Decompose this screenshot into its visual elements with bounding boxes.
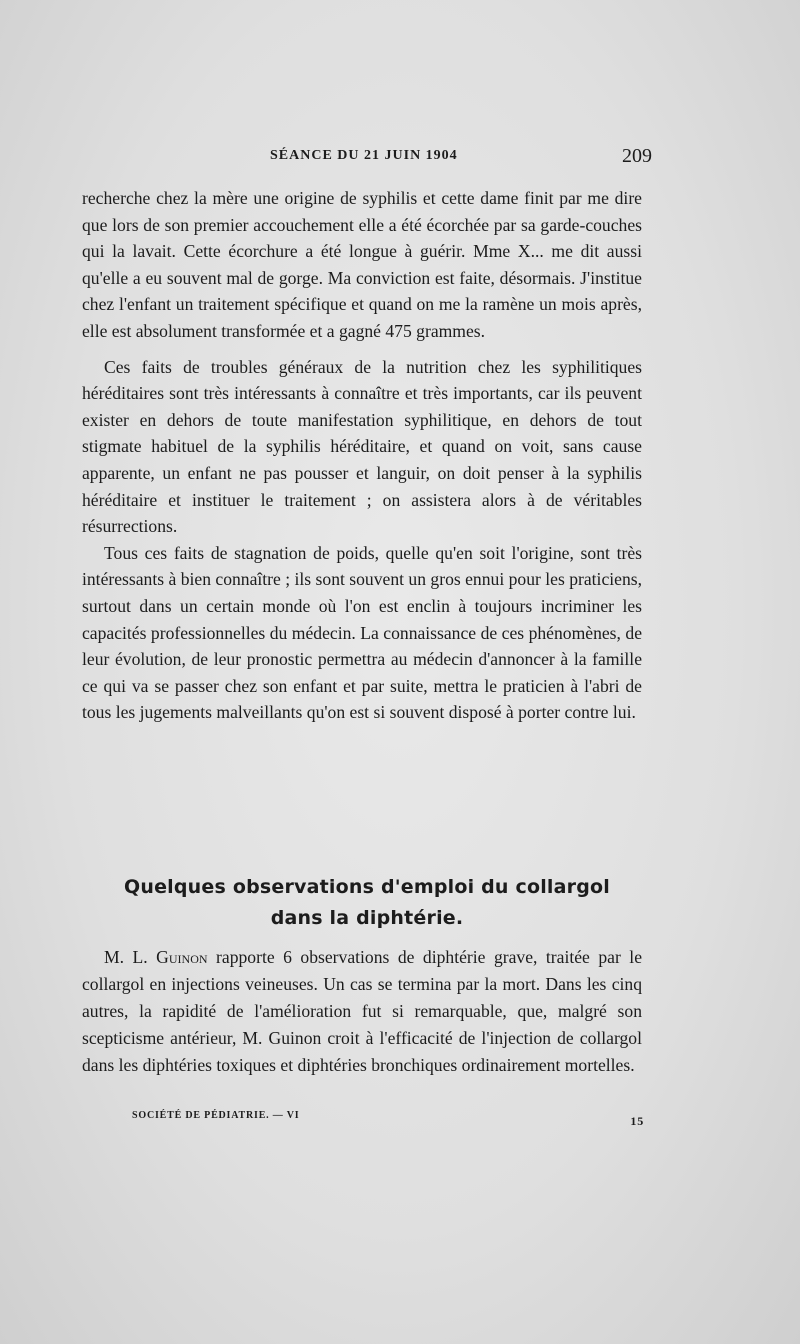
page-header — [82, 145, 652, 172]
paragraph-syphilis-nutrition: Ces faits de troubles généraux de la nutrition chez les syphilitiques héréditaires sont très intéressants à connaître et très importants, car ils peuvent exister en dehors de toute manifestation syphilitique, en dehors de tout stigmate habituel de la syphilis héréditaire, et quand on voit, sans cause apparente, un enfant ne pas pousser et languir, on doit penser à la syphilis héréditaire et instituer le traitement ; on assistera alors à de véritables résurrections. — [82, 356, 642, 537]
paragraph-collargol-text: rapporte 6 observations de diphtérie grave, traitée par le collargol en injections veineuses. Un cas se termina par la mort. Dans les cinq autres, la rapidité de l'amélioration fut si remarquable, que, malgré son scepticisme antérieur, M. Guinon croit à l'efficacité de l'injection de collargol dans les diphtéries toxiques et diphtéries bronchiques ordinairement mortelles. — [82, 947, 642, 1075]
paragraph-weight-stagnation: Tous ces faits de stagnation de poids, quelle qu'en soit l'origine, sont très intéressants à bien connaître ; ils sont souvent un gros ennui pour les praticiens, surtout dans un certain monde où l'on est enclin à toujours incriminer les capacités professionnelles du médecin. La connaissance de ces phénomènes, de leur évolution, de leur pronostic permettra au médecin d'annoncer à la famille ce qui va se passer chez son enfant et par suite, mettra le praticien à l'abri de tous les jugements malveillants qu'on est si souvent disposé à porter contre lui. — [82, 542, 642, 723]
section-title — [82, 872, 652, 934]
sheet-number: 15 — [630, 1114, 644, 1128]
paragraph-continuation: recherche chez la mère une origine de syphilis et cette dame finit par me dire que lors de son premier accouchement elle a été écorchée par sa garde-couches qui la lavait. Cette écorchure a été longue à guérir. Mme X... me dit aussi qu'elle a eu souvent mal de gorge. Ma conviction est faite, désormais. J'institue chez l'enfant un traitement spécifique et quand on me la ramène un mois après, elle est absolument transformée et a gagné 475 grammes. — [82, 188, 642, 341]
signature-line: SOCIÉTÉ DE PÉDIATRIE. — VI — [132, 1110, 300, 1121]
paragraph-collargol — [82, 944, 642, 1079]
section-title-line-2: dans la diphtérie. — [270, 907, 464, 929]
page-footer — [132, 1110, 652, 1128]
author-name: Guinon — [156, 947, 208, 967]
author-prefix: M. L. — [104, 947, 157, 967]
page-number: 209 — [622, 145, 652, 167]
section-title-line-1: Quelques observations d'emploi du collargol — [124, 876, 610, 898]
running-title: SÉANCE DU 21 JUIN 1904 — [270, 148, 458, 163]
body-text — [82, 185, 642, 726]
section-body — [82, 944, 642, 1079]
